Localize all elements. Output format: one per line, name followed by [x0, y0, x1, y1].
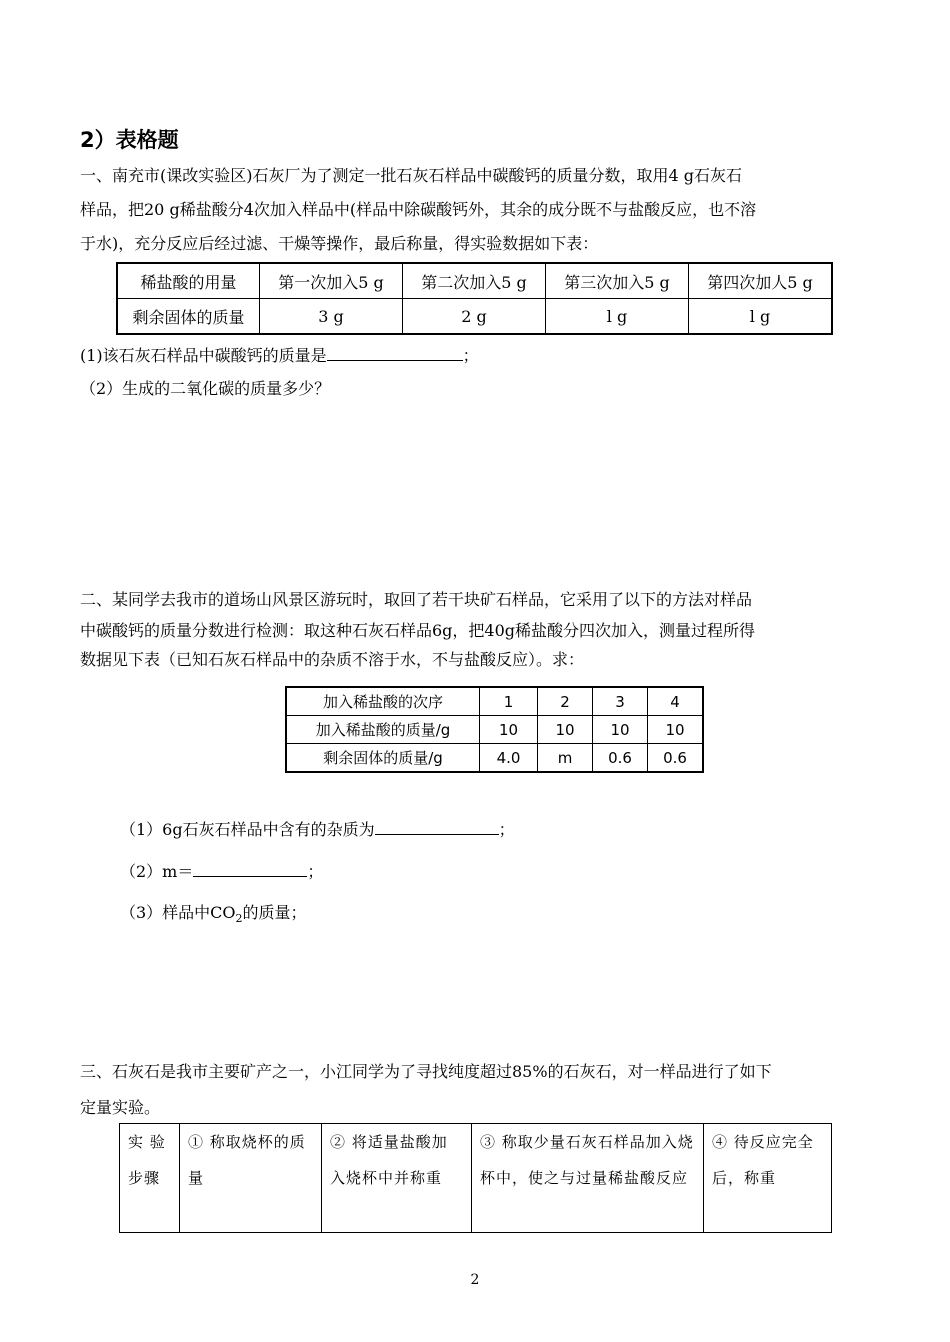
q3-line-1: 三、石灰石是我市主要矿产之一，小江同学为了寻找纯度超过85%的石灰石，对一样品进行了如下 [80, 1062, 772, 1081]
table-cell: 实 验 步骤 [120, 1124, 180, 1233]
table-cell: 第二次加入5 g [403, 263, 546, 299]
table-cell: 3 g [260, 299, 403, 335]
q2-sub1-suffix: ； [498, 820, 515, 839]
table-cell: 0.6 [593, 744, 648, 773]
q1-sub1-suffix: ； [462, 346, 479, 365]
page-number: 2 [470, 1272, 480, 1288]
table-row [117, 299, 832, 335]
q2-sub3-text: （3）样品中CO [120, 903, 236, 922]
table-cell: 3 [593, 687, 648, 716]
q3-line-2: 定量实验。 [80, 1098, 161, 1117]
table-cell: m [538, 744, 593, 773]
table-cell: ④ 待反应完全后，称重 [704, 1124, 832, 1233]
q2-line-1: 二、某同学去我市的道场山风景区游玩时，取回了若干块矿石样品，它采用了以下的方法对样品 [80, 590, 753, 609]
q2-sub-question-2 [120, 860, 323, 882]
table-cell: ② 将适量盐酸加入烧杯中并称重 [322, 1124, 472, 1233]
q1-line-2: 样品，把20 g稀盐酸分4次加入样品中(样品中除碳酸钙外，其余的成分既不与盐酸反应，也不溶 [80, 200, 757, 219]
answer-blank[interactable] [375, 818, 499, 835]
table-cell: 2 g [403, 299, 546, 335]
section-heading: 2）表格题 [80, 128, 179, 152]
q2-sub-question-3 [120, 903, 307, 929]
answer-blank[interactable] [193, 860, 307, 877]
table-cell: 4 [648, 687, 704, 716]
q1-sub-question-1 [80, 344, 479, 366]
q1-data-table [116, 262, 833, 335]
q2-sub2-suffix: ； [307, 862, 324, 881]
q1-sub-question-2: （2）生成的二氧化碳的质量多少？ [80, 379, 331, 398]
table-cell: 2 [538, 687, 593, 716]
table-cell: ③ 称取少量石灰石样品加入烧杯中，使之与过量稀盐酸反应 [472, 1124, 704, 1233]
table-row [286, 744, 703, 773]
table-cell: 第四次加人5 g [689, 263, 833, 299]
table-row [286, 716, 703, 744]
q2-line-3: 数据见下表（已知石灰石样品中的杂质不溶于水，不与盐酸反应）。求： [80, 650, 585, 669]
table-cell: l g [689, 299, 833, 335]
table-row [286, 687, 703, 716]
table-cell: 稀盐酸的用量 [117, 263, 260, 299]
table-cell: 第一次加入5 g [260, 263, 403, 299]
table-cell: 10 [593, 716, 648, 744]
q1-line-1: 一、南充市(课改实验区)石灰厂为了测定一批石灰石样品中碳酸钙的质量分数，取用4 g石灰石 [80, 166, 742, 185]
table-cell: 10 [480, 716, 538, 744]
table-cell: 剩余固体的质量/g [286, 744, 480, 773]
q2-sub3-suffix: 的质量； [242, 903, 307, 922]
q3-steps-table [119, 1123, 832, 1233]
q1-sub1-text: (1)该石灰石样品中碳酸钙的质量是 [80, 346, 327, 365]
table-cell: l g [546, 299, 689, 335]
subscript: 2 [235, 912, 243, 926]
q2-sub2-text: （2）m＝ [120, 862, 194, 881]
table-cell: 10 [648, 716, 704, 744]
table-cell: ① 称取烧杯的质量 [180, 1124, 322, 1233]
table-cell: 加入稀盐酸的质量/g [286, 716, 480, 744]
q2-sub-question-1 [120, 818, 515, 840]
table-cell: 1 [480, 687, 538, 716]
q1-line-3: 于水)，充分反应后经过滤、干燥等操作，最后称量，得实验数据如下表： [80, 234, 599, 253]
table-cell: 第三次加入5 g [546, 263, 689, 299]
table-cell: 10 [538, 716, 593, 744]
table-row [117, 263, 832, 299]
q2-data-table [285, 686, 704, 773]
table-row [120, 1124, 832, 1233]
table-cell: 剩余固体的质量 [117, 299, 260, 335]
table-cell: 4.0 [480, 744, 538, 773]
q2-sub1-text: （1）6g石灰石样品中含有的杂质为 [120, 820, 375, 839]
table-cell: 加入稀盐酸的次序 [286, 687, 480, 716]
q2-line-2: 中碳酸钙的质量分数进行检测：取这种石灰石样品6g，把40g稀盐酸分四次加入，测量过程所得 [80, 621, 756, 640]
answer-blank[interactable] [327, 344, 463, 361]
table-cell: 0.6 [648, 744, 704, 773]
